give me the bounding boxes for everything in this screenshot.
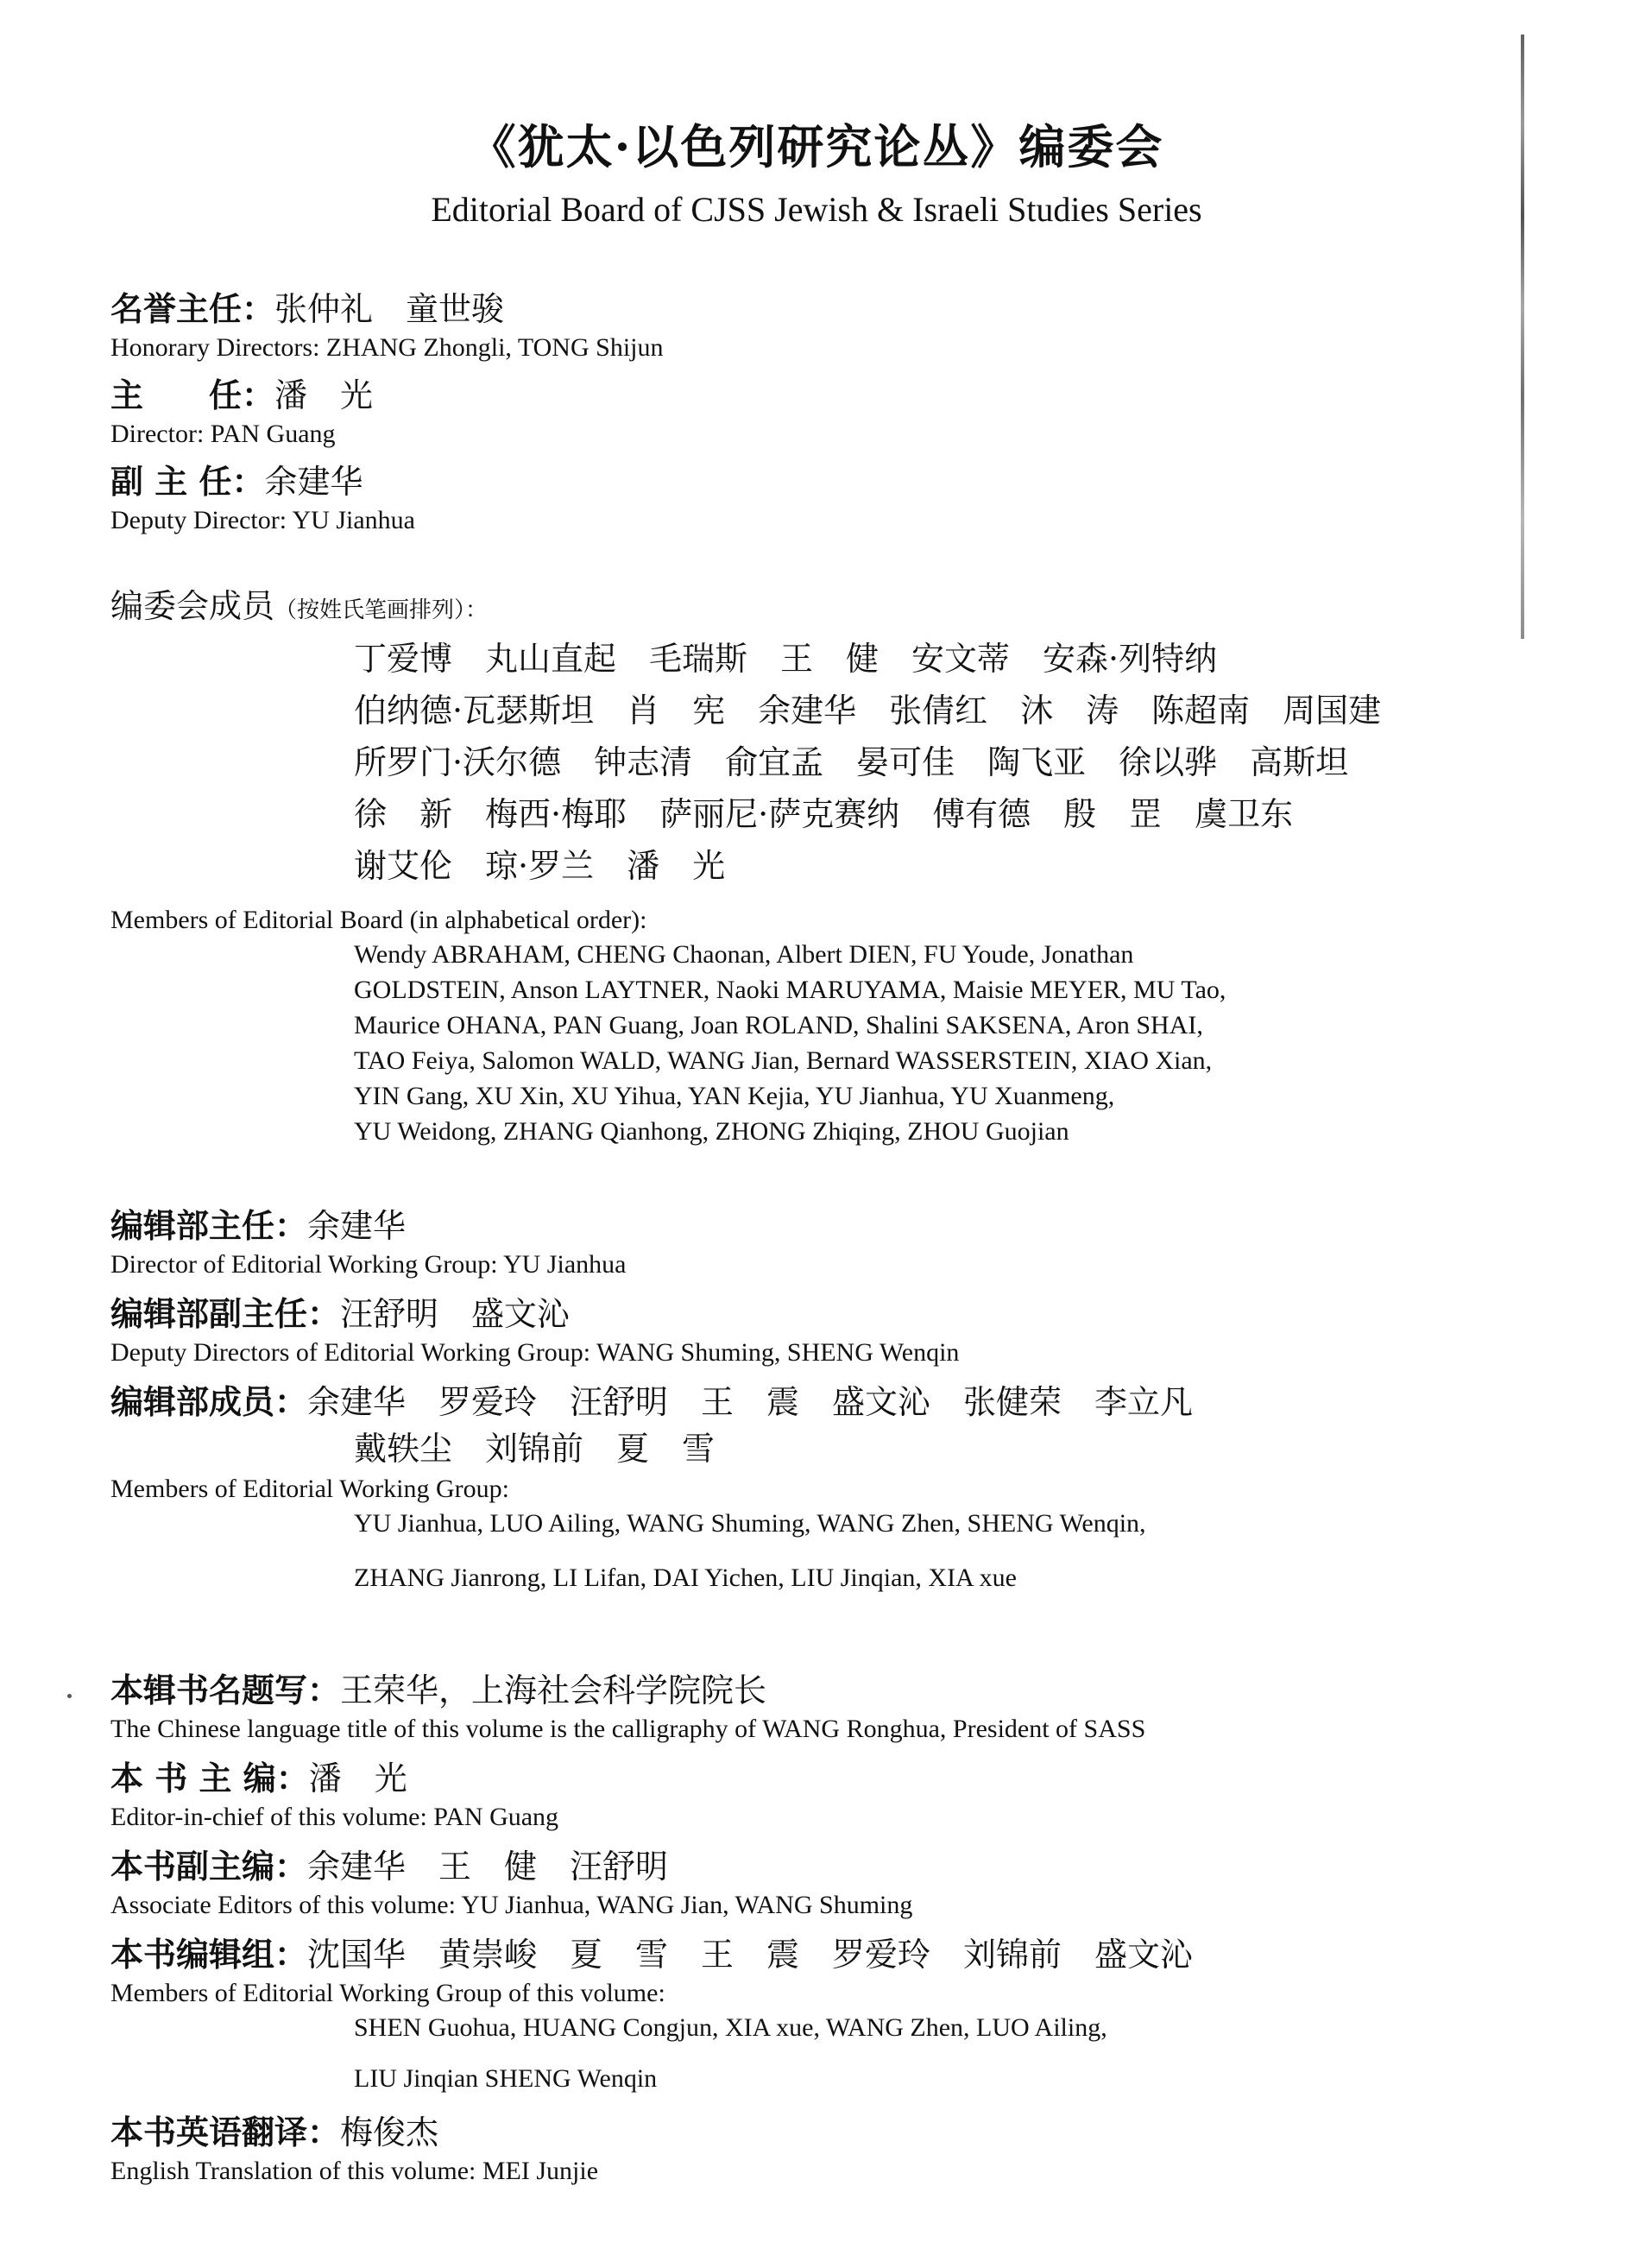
member-names-en-6: YU Weidong, ZHANG Qianhong, ZHONG Zhiqing, ZHOU Guojian (354, 1117, 1069, 1146)
calligraphy-names: 王荣华，上海社会科学院院长 (340, 1671, 767, 1709)
honorary-english: Honorary Directors: ZHANG Zhongli, TONG Shijun (110, 333, 664, 362)
director-section (110, 373, 1535, 451)
wg-members-names-1: 余建华 罗爱玲 汪舒明 王 震 盛文沁 张健荣 李立凡 (307, 1383, 1194, 1421)
associate-names: 余建华 王 健 汪舒明 (307, 1848, 669, 1886)
wg-members-en-1: YU Jianhua, LUO Ailing, WANG Shuming, WANG Zhen, SHENG Wenqin, (354, 1509, 1146, 1538)
member-names-zh-3: 所罗门·沃尔德 钟志清 俞宜孟 晏可佳 陶飞亚 徐以骅 高斯坦 (354, 743, 1349, 781)
deputy-english: Deputy Director: YU Jianhua (110, 506, 415, 534)
member-names-zh-4: 徐 新 梅西·梅耶 萨丽尼·萨克赛纳 傅有德 殷 罡 虞卫东 (354, 795, 1294, 833)
director-names: 潘 光 (274, 376, 374, 414)
title-english: Editorial Board of CJSS Jewish & Israeli Studies Series (431, 190, 1202, 229)
member-names-zh-5: 谢艾伦 琼·罗兰 潘 光 (354, 847, 726, 885)
associate-label: 本书副主编： (110, 1847, 308, 1886)
honorary-label: 名誉主任： (110, 289, 275, 328)
vol-group-english-label: Members of Editorial Working Group of this volume: (110, 1979, 665, 2007)
wg-deputy-section (110, 1292, 1535, 1369)
calligraphy-english: The Chinese language title of this volume is the calligraphy of WANG Ronghua, President of SASS (110, 1715, 1146, 1743)
translation-names: 梅俊杰 (340, 2113, 439, 2151)
member-names-en-2: GOLDSTEIN, Anson LAYTNER, Naoki MARUYAMA, Maisie MEYER, MU Tao, (354, 976, 1226, 1004)
director-english: Director: PAN Guang (110, 420, 336, 448)
associate-editors-section (110, 1844, 1535, 1922)
editor-english: Editor-in-chief of this volume: PAN Guang (110, 1803, 559, 1831)
vol-group-names: 沈国华 黄崇峻 夏 雪 王 震 罗爱玲 刘锦前 盛文沁 (307, 1936, 1194, 1974)
vol-group-en-2: LIU Jinqian SHENG Wenqin (354, 2064, 658, 2093)
title-chinese: 《犹太·以色列研究论丛》编委会 (469, 119, 1164, 174)
wg-deputy-label: 编辑部副主任： (110, 1294, 341, 1333)
wg-deputy-english: Deputy Directors of Editorial Working Group: WANG Shuming, SHENG Wenqin (110, 1338, 960, 1367)
members-label: 编委会成员 (110, 587, 275, 625)
deputy-names: 余建华 (264, 463, 363, 501)
translation-section (110, 2110, 1535, 2188)
board-members-section (110, 584, 1535, 1149)
page-header (0, 111, 1633, 230)
editor-in-chief-section (110, 1756, 1535, 1834)
editor-names: 潘 光 (308, 1759, 407, 1797)
wg-members-en-2: ZHANG Jianrong, LI Lifan, DAI Yichen, LIU Jinqian, XIA xue (354, 1564, 1017, 1592)
scan-dot-mark (67, 1694, 72, 1698)
members-note: （按姓氏笔画排列）： (274, 597, 489, 623)
wg-director-label: 编辑部主任： (110, 1206, 308, 1245)
member-names-en-1: Wendy ABRAHAM, CHENG Chaonan, Albert DIEN, FU Youde, Jonathan (354, 940, 1134, 969)
honorary-directors-section (110, 287, 1535, 364)
translation-label: 本书英语翻译： (110, 2113, 341, 2151)
translation-english: English Translation of this volume: MEI Junjie (110, 2157, 599, 2185)
wg-members-label: 编辑部成员： (110, 1382, 308, 1421)
volume-group-section (110, 1932, 1535, 2096)
member-names-en-4: TAO Feiya, Salomon WALD, WANG Jian, Bernard WASSERSTEIN, XIAO Xian, (354, 1046, 1213, 1075)
wg-members-english-label: Members of Editorial Working Group: (110, 1475, 509, 1503)
honorary-names: 张仲礼 童世骏 (274, 290, 505, 328)
deputy-director-section (110, 459, 1535, 537)
wg-director-section (110, 1203, 1535, 1281)
member-names-zh-1: 丁爱博 丸山直起 毛瑞斯 王 健 安文蒂 安森·列特纳 (354, 640, 1218, 678)
wg-members-section (110, 1380, 1535, 1595)
editor-label: 本 书 主 编： (110, 1759, 309, 1797)
deputy-label: 副 主 任： (110, 462, 265, 501)
associate-english: Associate Editors of this volume: YU Jianhua, WANG Jian, WANG Shuming (110, 1891, 913, 1919)
member-names-zh-2: 伯纳德·瓦瑟斯坦 肖 宪 余建华 张倩红 沐 涛 陈超南 周国建 (354, 692, 1382, 730)
director-label: 主 任： (110, 376, 275, 414)
member-names-en-5: YIN Gang, XU Xin, XU Yihua, YAN Kejia, YU Jianhua, YU Xuanmeng, (354, 1082, 1115, 1110)
wg-deputy-names: 汪舒明 盛文沁 (340, 1295, 571, 1333)
wg-director-english: Director of Editorial Working Group: YU Jianhua (110, 1250, 627, 1279)
wg-members-names-2: 戴轶尘 刘锦前 夏 雪 (354, 1430, 716, 1468)
member-names-en-3: Maurice OHANA, PAN Guang, Joan ROLAND, Shalini SAKSENA, Aron SHAI, (354, 1011, 1203, 1039)
vol-group-en-1: SHEN Guohua, HUANG Congjun, XIA xue, WANG Zhen, LUO Ailing, (354, 2013, 1107, 2042)
members-english-label: Members of Editorial Board (in alphabetical order): (110, 906, 647, 934)
calligraphy-label: 本辑书名题写： (110, 1671, 341, 1709)
calligraphy-section (110, 1668, 1535, 1746)
vol-group-label: 本书编辑组： (110, 1935, 308, 1974)
wg-director-names: 余建华 (307, 1207, 407, 1245)
